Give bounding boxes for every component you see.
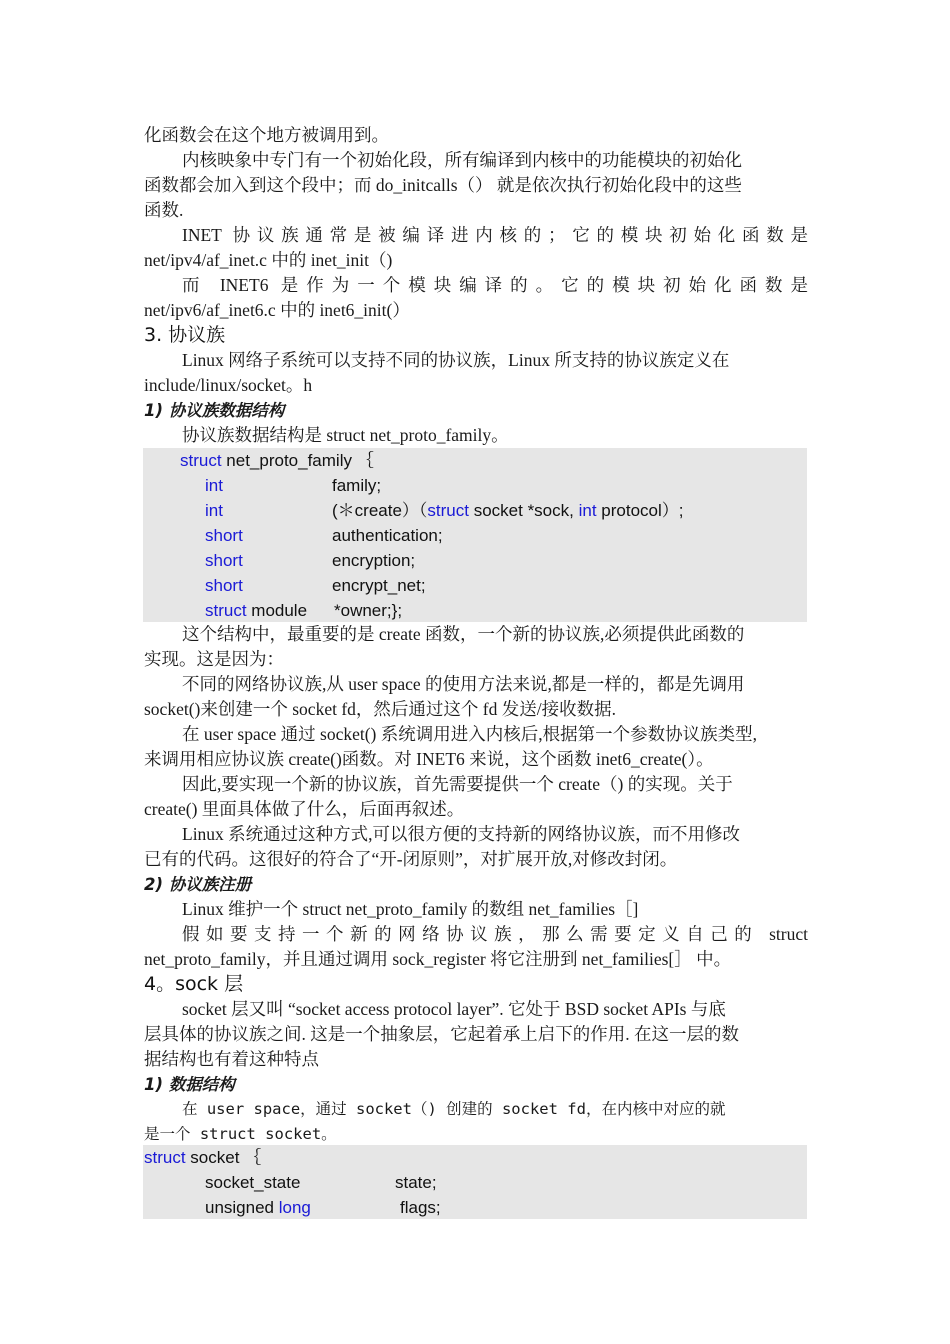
paragraph-line: net/ipv4/af_inet.c 中的 inet_init（) bbox=[144, 250, 393, 270]
code-line bbox=[205, 573, 243, 598]
paragraph-line: 来调用相应协议族 create()函数。对 INET6 来说，这个函数 inet6_create(）。 bbox=[144, 749, 714, 769]
paragraph-line: 内核映象中专门有一个初始化段，所有编译到内核中的功能模块的初始化 bbox=[182, 150, 742, 170]
code-block bbox=[143, 448, 807, 622]
code-block bbox=[143, 1145, 807, 1219]
code-line bbox=[205, 548, 243, 573]
paragraph-line: 函数. bbox=[144, 200, 184, 220]
paragraph-line: net/ipv6/af_inet6.c 中的 inet6_init(） bbox=[144, 300, 410, 320]
code-field: state; bbox=[395, 1173, 437, 1192]
paragraph-line: create() 里面具体做了什么，后面再叙述。 bbox=[144, 799, 465, 819]
code-keyword: long bbox=[278, 1198, 311, 1217]
code-keyword: short bbox=[205, 576, 243, 595]
paragraph-line: 函数都会加入到这个段中；而 do_initcalls（） 就是依次执行初始化段中的这些 bbox=[144, 175, 742, 195]
paragraph-line: Linux 维护一个 struct net_proto_family 的数组 net_families［] bbox=[182, 899, 639, 919]
code-line bbox=[180, 448, 374, 473]
section-heading: 3. 协议族 bbox=[144, 324, 226, 346]
code-keyword: int bbox=[205, 476, 223, 495]
code-field: encrypt_net; bbox=[332, 576, 426, 595]
code-text: unsigned bbox=[205, 1198, 279, 1217]
paragraph-line: 协议族数据结构是 struct net_proto_family。 bbox=[182, 425, 509, 445]
code-keyword: int bbox=[578, 501, 597, 520]
code-keyword: short bbox=[205, 526, 243, 545]
paragraph-line: include/linux/socket。h bbox=[144, 375, 313, 395]
code-keyword: int bbox=[205, 501, 223, 520]
code-line bbox=[205, 473, 223, 498]
paragraph-line: 假如要支持一个新的网络协议族，那么需要定义自己的 struct bbox=[182, 924, 808, 944]
code-line bbox=[205, 523, 243, 548]
paragraph-line: Linux 系统通过这种方式,可以很方便的支持新的网络协议族，而不用修改 bbox=[182, 824, 741, 844]
paragraph-line: 不同的网络协议族,从 user space 的使用方法来说,都是一样的，都是先调用 bbox=[182, 674, 745, 694]
code-line bbox=[144, 1145, 261, 1170]
code-text: module bbox=[246, 601, 308, 620]
subsection-heading: 2) 协议族注册 bbox=[144, 875, 252, 894]
paragraph-line: 层具体的协议族之间. 这是一个抽象层，它起着承上启下的作用. 在这一层的数 bbox=[144, 1024, 739, 1044]
paragraph-line: 据结构也有着这种特点 bbox=[144, 1049, 319, 1069]
paragraph-line: 实现。这是因为： bbox=[144, 649, 284, 669]
code-keyword: struct bbox=[144, 1148, 186, 1167]
paragraph-line: 化函数会在这个地方被调用到。 bbox=[144, 125, 389, 145]
code-keyword: struct bbox=[180, 451, 222, 470]
paragraph-line: socket()来创建一个 socket fd，然后通过这个 fd 发送/接收数据. bbox=[144, 699, 616, 719]
code-text: protocol）; bbox=[596, 501, 684, 520]
code-keyword: struct bbox=[205, 601, 247, 620]
paragraph-line: INET 协议族通常是被编译进内核的；它的模块初始化函数是 bbox=[182, 225, 808, 245]
code-field: flags; bbox=[400, 1198, 441, 1217]
paragraph-line: 在 user space，通过 socket（) 创建的 socket fd，在内核中对应的就 bbox=[182, 1100, 726, 1118]
code-text: net_proto_family ｛ bbox=[221, 451, 374, 470]
code-field: family; bbox=[332, 476, 382, 495]
section-heading: 4。sock 层 bbox=[144, 973, 244, 995]
paragraph-line: 在 user space 通过 socket() 系统调用进入内核后,根据第一个参数协议族类型, bbox=[182, 724, 758, 744]
paragraph-line: net_proto_family，并且通过调用 sock_register 将它注册到 net_families[］ 中。 bbox=[144, 949, 732, 969]
code-text: socket ｛ bbox=[185, 1148, 262, 1167]
paragraph-line: Linux 网络子系统可以支持不同的协议族，Linux 所支持的协议族定义在 bbox=[182, 350, 730, 370]
subsection-heading: 1) 协议族数据结构 bbox=[144, 401, 285, 420]
paragraph-line: 这个结构中，最重要的是 create 函数，一个新的协议族,必须提供此函数的 bbox=[182, 624, 745, 644]
paragraph-line: 因此,要实现一个新的协议族，首先需要提供一个 create（) 的实现。关于 bbox=[182, 774, 733, 794]
code-line bbox=[205, 1195, 311, 1220]
code-keyword: short bbox=[205, 551, 243, 570]
code-line bbox=[205, 498, 223, 523]
subsection-heading: 1) 数据结构 bbox=[144, 1075, 235, 1094]
code-field: encryption; bbox=[332, 551, 416, 570]
code-line: socket_state bbox=[205, 1173, 301, 1192]
code-keyword: struct bbox=[427, 501, 469, 520]
code-field: *owner;}; bbox=[334, 601, 403, 620]
code-field bbox=[332, 498, 684, 523]
code-text: socket *sock, bbox=[468, 501, 579, 520]
code-line bbox=[205, 598, 307, 623]
paragraph-line: 已有的代码。这很好的符合了“开-闭原则”，对扩展开放,对修改封闭。 bbox=[144, 849, 678, 869]
code-text: (＊create）（ bbox=[332, 501, 428, 520]
code-field: authentication; bbox=[332, 526, 443, 545]
paragraph-line: 而 INET6 是作为一个模块编译的。它的模块初始化函数是 bbox=[182, 275, 808, 295]
paragraph-line: 是一个 struct socket。 bbox=[144, 1125, 337, 1143]
paragraph-line: socket 层又叫 “socket access protocol layer”. 它处于 BSD socket APIs 与底 bbox=[182, 999, 726, 1019]
